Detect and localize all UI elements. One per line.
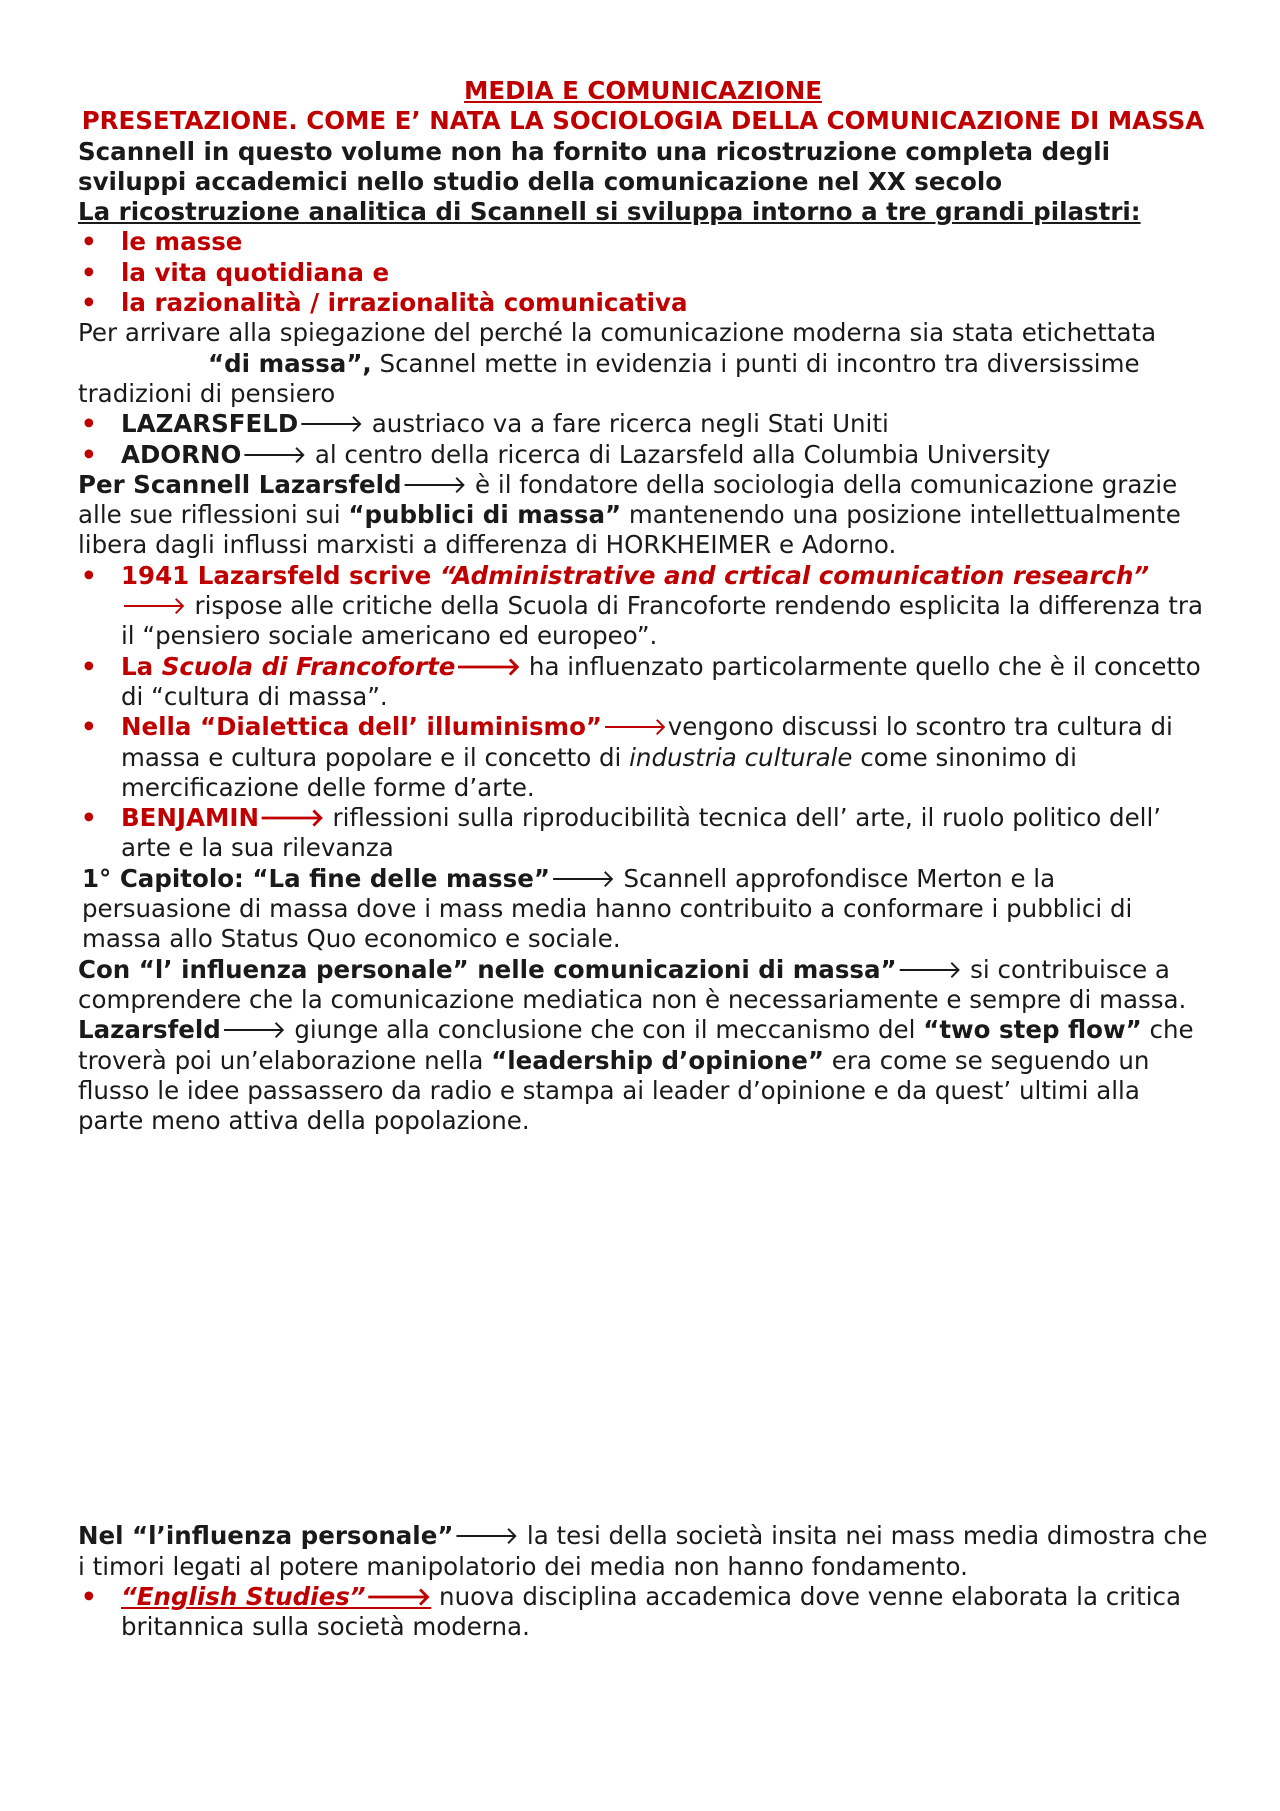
- blank-space: [78, 1136, 1208, 1521]
- red-label: BENJAMIN: [121, 803, 259, 833]
- item-text: rispose alle critiche della Scuola di Francoforte rendendo esplicita la differenza tra il “pensiero sociale americano ed europeo”.: [121, 591, 1203, 651]
- twostep-paragraph: [78, 1015, 1208, 1136]
- list-item: • la vita quotidiana e: [78, 258, 1208, 288]
- list-item: • le masse: [78, 227, 1208, 257]
- arrow-right-icon: 🡒: [455, 651, 522, 681]
- founder-text-2: mantenendo una posizione intellettualmente libera dagli influssi marxisti a differenza di HORKHEIMER e Adorno.: [78, 500, 1181, 560]
- item-text-after: come sinonimo di mercificazione delle forme d’arte.: [121, 742, 1077, 802]
- list-item: [78, 1582, 1208, 1643]
- bottom-text: la tesi della società insita nei mass media dimostra che i timori legati al potere manipolatorio dei media non hanno fondamento.: [78, 1521, 1208, 1581]
- list-item: [78, 803, 1208, 864]
- bottom-paragraph: [78, 1521, 1208, 1582]
- twostep-bold-1: Lazarsfeld: [78, 1015, 221, 1045]
- list-item: [78, 561, 1208, 652]
- twostep-bold-3: “leadership d’opinione”: [491, 1045, 824, 1075]
- item-text: vengono discussi lo scontro tra cultura di massa e cultura popolare e il concetto di: [121, 712, 1173, 772]
- massa-paragraph: [78, 318, 1208, 409]
- influence-bold: Con “l’ influenza personale” nelle comunicazioni di massa”: [78, 954, 897, 984]
- pillars-heading: La ricostruzione analitica di Scannell si sviluppa intorno a tre grandi pilastri:: [78, 197, 1141, 227]
- arrow-right-icon: 🡒: [121, 591, 187, 621]
- twostep-text-3: era come se seguendo un flusso le idee passassero da radio e stampa ai leader d’opinione e da quest’ ultimi alla parte meno attiva della popolazione.: [78, 1045, 1150, 1136]
- document-subtitle: PRESETAZIONE. COME E’ NATA LA SOCIOLOGIA DELLA COMUNICAZIONE DI MASSA: [81, 106, 1205, 136]
- person-name: LAZARSFELD: [121, 409, 299, 439]
- item-text: ha influenzato particolarmente quello che è il concetto di “cultura di massa”.: [121, 651, 1201, 711]
- red-label: Nella “Dialettica dell’ illuminismo”: [121, 712, 603, 742]
- founder-bold-2: “pubblici di massa”: [348, 500, 622, 530]
- arrow-right-icon: 🡒: [220, 1015, 287, 1045]
- massa-text-2: Scannel mette in evidenzia i punti di incontro tra diversissime tradizioni di pensiero: [78, 348, 1140, 408]
- twostep-bold-2: “two step flow”: [923, 1015, 1142, 1045]
- massa-bold: “di massa”,: [208, 348, 372, 378]
- arrow-right-icon: 🡒: [549, 863, 616, 893]
- red-italic-label: Scuola di Francoforte: [161, 651, 456, 681]
- english-studies-label: “English Studies”: [121, 1581, 366, 1611]
- pillars-list: [78, 227, 1208, 318]
- item-text: riflessioni sulla riproducibilità tecnica dell’ arte, il ruolo politico dell’ arte e la sua rilevanza: [121, 803, 1162, 863]
- red-items-list: [78, 561, 1208, 864]
- founder-text-1: è il fondatore della sociologia della comunicazione grazie alle sue riflessioni sui: [78, 469, 1178, 530]
- arrow-right-icon: 🡒: [896, 954, 963, 984]
- bottom-bold: Nel “l’influenza personale”: [78, 1521, 454, 1551]
- person-name: ADORNO: [121, 439, 242, 469]
- arrow-right-icon: 🡒: [602, 712, 668, 742]
- arrow-right-icon: 🡒: [453, 1521, 520, 1551]
- chapter1-text: Scannell approfondisce Merton e la persuasione di massa dove i mass media hanno contribuito a conformare i pubblici di massa allo Status Quo economico e sociale.: [82, 863, 1133, 954]
- arrow-right-icon: 🡒: [401, 469, 468, 499]
- founder-bold-1: Per Scannell Lazarsfeld: [78, 469, 402, 499]
- list-item: [78, 440, 1208, 470]
- person-text: al centro della ricerca di Lazarsfeld alla Columbia University: [307, 439, 1051, 469]
- chapter1-paragraph: [78, 864, 1208, 955]
- intro-paragraph: Scannell in questo volume non ha fornito una ricostruzione completa degli sviluppi accademici nello studio della comunicazione nel XX secolo: [78, 136, 1111, 196]
- influence-paragraph: [78, 955, 1208, 1016]
- red-label: 1941 Lazarsfeld scrive: [121, 560, 440, 590]
- list-item: [78, 712, 1208, 803]
- founder-paragraph: [78, 470, 1208, 561]
- massa-text-1: Per arrivare alla spiegazione del perché la comunicazione moderna sia stata etichettata: [78, 318, 1157, 348]
- document-page: [78, 76, 1208, 1643]
- red-italic-label: “Administrative and crtical comunication research”: [439, 560, 1150, 590]
- influence-text: si contribuisce a comprendere che la comunicazione mediatica non è necessariamente e sempre di massa.: [78, 954, 1187, 1014]
- arrow-right-icon: 🡒: [365, 1581, 432, 1611]
- arrow-right-icon: 🡒: [241, 439, 308, 469]
- english-studies-text: nuova disciplina accademica dove venne elaborata la critica britannica sulla società moderna.: [121, 1581, 1182, 1642]
- bottom-list: [78, 1582, 1208, 1643]
- arrow-right-icon: 🡒: [259, 803, 325, 833]
- people-list: [78, 409, 1208, 470]
- twostep-text-1: giunge alla conclusione che con il meccanismo del: [286, 1015, 924, 1045]
- red-label: La: [121, 651, 162, 681]
- document-title: MEDIA E COMUNICAZIONE: [464, 76, 822, 105]
- twostep-text-2: che troverà poi un’elaborazione nella: [78, 1015, 1194, 1075]
- list-item: [78, 409, 1208, 439]
- person-text: austriaco va a fare ricerca negli Stati Uniti: [363, 409, 889, 439]
- item-italic: industria culturale: [629, 742, 853, 772]
- list-item: [78, 652, 1208, 713]
- list-item: • la razionalità / irrazionalità comunicativa: [78, 288, 1208, 318]
- arrow-right-icon: 🡒: [298, 409, 364, 439]
- chapter1-bold: 1° Capitolo: “La fine delle masse”: [82, 863, 550, 893]
